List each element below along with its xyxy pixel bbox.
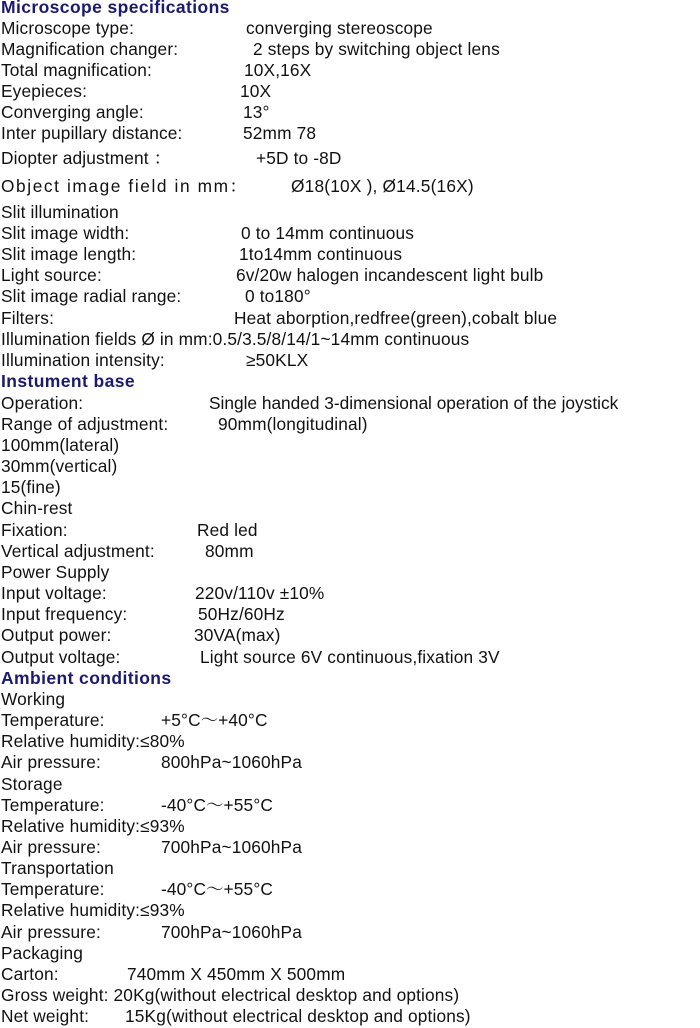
spec-row-magnification-changer <box>1 39 500 60</box>
section-heading-ambient-conditions: Ambient conditions <box>1 668 172 688</box>
spec-value: 52mm 78 <box>243 123 317 143</box>
spec-row-diopter <box>1 148 342 169</box>
spec-row-vertical: 30mm(vertical) <box>1 456 118 476</box>
spec-label: Fixation: <box>1 520 68 540</box>
spec-label: Converging angle: <box>1 102 144 122</box>
spec-row-inter-pupillary <box>1 123 317 144</box>
spec-value: 90mm(longitudinal) <box>218 414 368 434</box>
spec-label: Inter pupillary distance: <box>1 123 183 143</box>
spec-row-storage-temperature <box>1 795 274 816</box>
subheading-packaging: Packaging <box>1 943 84 963</box>
spec-value: 13° <box>243 102 270 122</box>
spec-value: 800hPa~1060hPa <box>161 752 302 772</box>
spec-label: Air pressure: <box>1 837 101 857</box>
spec-row-range-of-adjustment <box>1 414 368 435</box>
spec-row-working-humidity: Relative humidity:≤80% <box>1 731 185 751</box>
spec-label: Magnification changer: <box>1 39 179 59</box>
spec-value: +5D to -8D <box>256 148 342 168</box>
spec-value: -40°C～+55°C <box>161 795 274 815</box>
spec-row-filters <box>1 308 558 329</box>
spec-row-slit-radial <box>1 286 311 307</box>
spec-value: 700hPa~1060hPa <box>161 837 302 857</box>
spec-value: 10X,16X <box>244 60 312 80</box>
spec-label: Illumination intensity: <box>1 350 165 370</box>
spec-label: Temperature: <box>1 879 105 899</box>
spec-label: Air pressure: <box>1 922 101 942</box>
spec-row-transportation-temperature <box>1 879 274 900</box>
spec-value: 220v/110v ±10% <box>195 583 325 603</box>
spec-label: Output power: <box>1 625 112 645</box>
spec-label: Slit image length: <box>1 244 137 264</box>
spec-value: Single handed 3-dimensional operation of the joystick <box>209 393 619 413</box>
spec-value: Light source 6V continuous,fixation 3V <box>200 647 500 667</box>
spec-row-input-frequency <box>1 604 285 625</box>
spec-label: Light source: <box>1 265 102 285</box>
spec-label: Net weight: <box>1 1006 90 1026</box>
spec-row-slit-width <box>1 223 415 244</box>
spec-value: 80mm <box>205 541 254 561</box>
spec-value: +5°C～+40°C <box>161 710 268 730</box>
spec-row-gross-weight: Gross weight: 20Kg(without electrical desktop and options) <box>1 985 460 1005</box>
spec-label: Total magnification: <box>1 60 152 80</box>
spec-row-working-pressure <box>1 752 302 773</box>
spec-label: Output voltage: <box>1 647 121 667</box>
spec-row-fixation <box>1 520 258 541</box>
spec-label: Eyepieces: <box>1 81 88 101</box>
spec-label: Input frequency: <box>1 604 128 624</box>
spec-label: Air pressure: <box>1 752 101 772</box>
spec-value: 740mm X 450mm X 500mm <box>127 964 346 984</box>
spec-label: Microscope type: <box>1 18 135 38</box>
spec-value: -40°C～+55°C <box>161 879 274 899</box>
subheading-storage: Storage <box>1 774 63 794</box>
spec-value: 700hPa~1060hPa <box>161 922 302 942</box>
spec-row-total-magnification <box>1 60 312 81</box>
spec-value: 50Hz/60Hz <box>198 604 285 624</box>
spec-value: 0 to180° <box>245 286 311 306</box>
spec-row-converging-angle <box>1 102 270 123</box>
subheading-working: Working <box>1 689 66 709</box>
spec-row-output-voltage <box>1 647 500 668</box>
spec-row-output-power <box>1 625 281 646</box>
subheading-chin-rest: Chin-rest <box>1 498 73 518</box>
spec-value: 15Kg(without electrical desktop and options) <box>125 1006 471 1026</box>
spec-value: 1to14mm continuous <box>239 244 403 264</box>
spec-row-illumination-fields: Illumination fields Ø in mm:0.5/3.5/8/14/1~14mm continuous <box>1 329 470 349</box>
spec-label: Input voltage: <box>1 583 107 603</box>
spec-value: converging stereoscope <box>246 18 433 38</box>
spec-row-input-voltage <box>1 583 325 604</box>
spec-label: Carton: <box>1 964 59 984</box>
spec-row-object-field <box>1 176 474 197</box>
spec-value: Ø18(10X ), Ø14.5(16X) <box>291 176 474 196</box>
spec-value: ≥50KLX <box>246 350 309 370</box>
spec-label: Slit image radial range: <box>1 286 182 306</box>
spec-row-net-weight <box>1 1006 471 1027</box>
spec-label: Filters: <box>1 308 55 328</box>
spec-row-slit-length <box>1 244 403 265</box>
spec-label: Operation: <box>1 393 84 413</box>
spec-row-lateral: 100mm(lateral) <box>1 435 120 455</box>
spec-row-transportation-pressure <box>1 922 302 943</box>
spec-label: Range of adjustment: <box>1 414 169 434</box>
spec-row-vertical-adjustment <box>1 541 254 562</box>
section-heading-instrument-base: Instument base <box>1 371 135 391</box>
spec-value: 2 steps by switching object lens <box>253 39 500 59</box>
spec-value: 6v/20w halogen incandescent light bulb <box>236 265 544 285</box>
spec-value: Heat aborption,redfree(green),cobalt blue <box>234 308 558 328</box>
spec-row-transportation-humidity: Relative humidity:≤93% <box>1 900 185 920</box>
spec-row-illumination-intensity <box>1 350 309 371</box>
spec-value: 30VA(max) <box>194 625 281 645</box>
spec-label: Temperature: <box>1 710 105 730</box>
spec-row-working-temperature <box>1 710 268 731</box>
spec-label: Object image field in mm： <box>1 176 249 196</box>
subheading-power-supply: Power Supply <box>1 562 110 582</box>
spec-label: Vertical adjustment: <box>1 541 155 561</box>
spec-row-microscope-type <box>1 18 433 39</box>
spec-row-eyepieces <box>1 81 272 102</box>
spec-row-light-source <box>1 265 544 286</box>
spec-row-fine: 15(fine) <box>1 477 61 497</box>
section-heading-microscope: Microscope specifications <box>1 0 230 17</box>
spec-label: Diopter adjustment ： <box>1 148 172 168</box>
spec-value: 0 to 14mm continuous <box>241 223 415 243</box>
spec-row-storage-pressure <box>1 837 302 858</box>
spec-label: Slit image width: <box>1 223 130 243</box>
subheading-transportation: Transportation <box>1 858 114 878</box>
subheading-slit-illumination: Slit illumination <box>1 202 119 222</box>
spec-row-storage-humidity: Relative humidity:≤93% <box>1 816 185 836</box>
spec-value: Red led <box>197 520 258 540</box>
spec-row-operation <box>1 393 619 414</box>
spec-row-carton <box>1 964 346 985</box>
spec-value: 10X <box>240 81 272 101</box>
spec-label: Temperature: <box>1 795 105 815</box>
